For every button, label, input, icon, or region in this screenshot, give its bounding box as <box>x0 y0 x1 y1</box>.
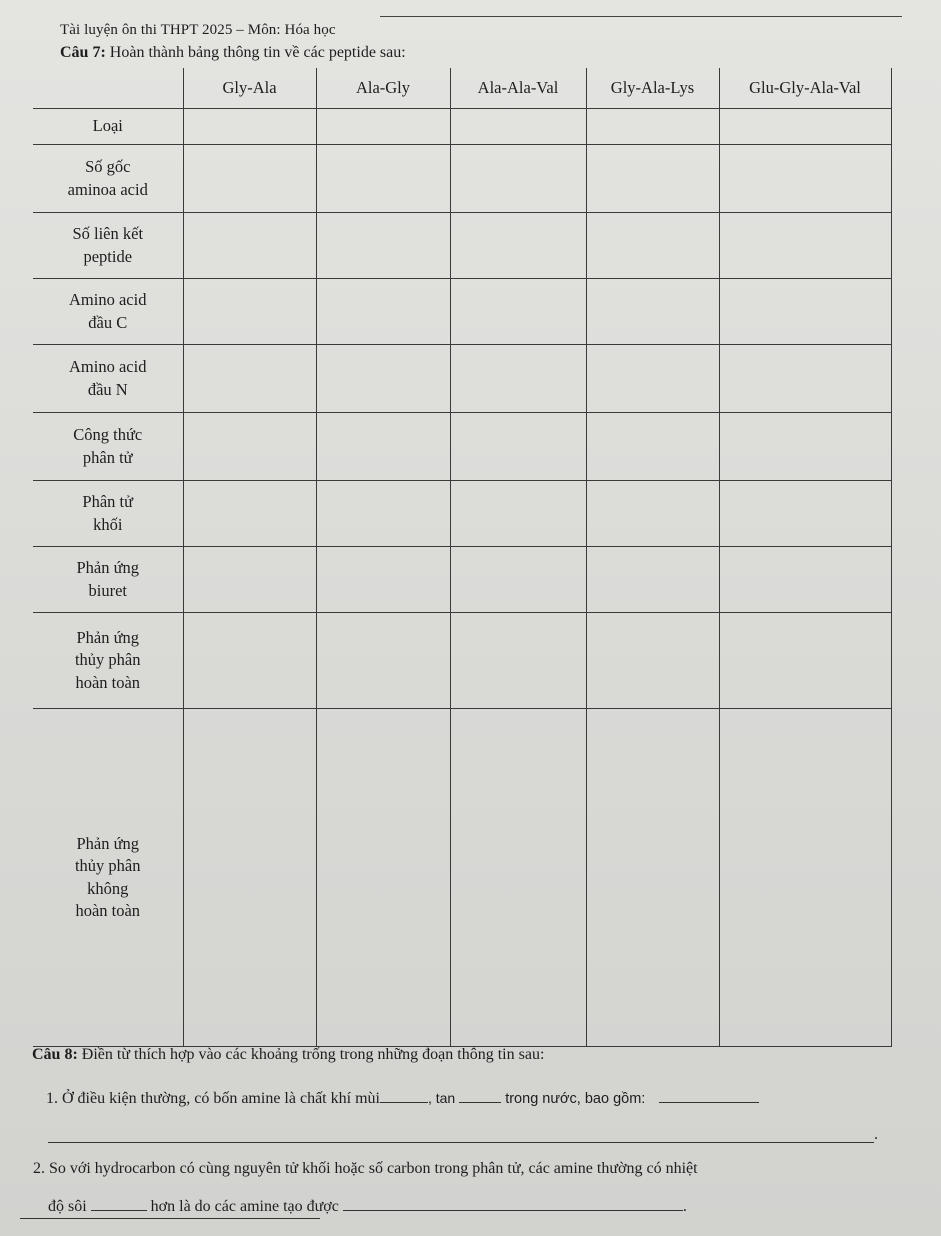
bottom-rule <box>20 1218 320 1219</box>
answer-cell[interactable] <box>719 145 891 213</box>
table-row <box>33 613 891 709</box>
answer-cell[interactable] <box>183 413 316 481</box>
fill-blank[interactable] <box>380 1088 428 1103</box>
answer-cell[interactable] <box>719 547 891 613</box>
answer-cell[interactable] <box>586 145 719 213</box>
answer-cell[interactable] <box>183 279 316 345</box>
fill-line[interactable] <box>48 1142 874 1143</box>
column-header: Gly-Ala-Lys <box>586 68 719 109</box>
answer-cell[interactable] <box>316 345 450 413</box>
row-label: Amino acid đầu C <box>33 279 183 345</box>
answer-cell[interactable] <box>719 279 891 345</box>
answer-cell[interactable] <box>316 109 450 145</box>
answer-cell[interactable] <box>316 279 450 345</box>
answer-cell[interactable] <box>183 709 316 1047</box>
answer-cell[interactable] <box>719 613 891 709</box>
answer-cell[interactable] <box>586 709 719 1047</box>
answer-cell[interactable] <box>450 109 586 145</box>
answer-cell[interactable] <box>586 213 719 279</box>
fill-blank[interactable] <box>659 1088 759 1103</box>
fill-blank[interactable] <box>343 1196 683 1211</box>
fill-item-2-line1: 2. So với hydrocarbon có cùng nguyên tử khối hoặc số carbon trong phân tử, các amine thường có nhiệt <box>33 1160 698 1177</box>
question-7 <box>60 44 406 62</box>
table-row <box>33 109 891 145</box>
table-row <box>33 145 891 213</box>
answer-cell[interactable] <box>586 613 719 709</box>
answer-cell[interactable] <box>316 481 450 547</box>
column-header: Glu-Gly-Ala-Val <box>719 68 891 109</box>
answer-cell[interactable] <box>183 345 316 413</box>
question-8-label: Câu 8: <box>32 1046 78 1063</box>
answer-cell[interactable] <box>316 547 450 613</box>
header-rule <box>380 16 902 17</box>
fill-blank[interactable] <box>459 1088 501 1103</box>
column-header: Ala-Ala-Val <box>450 68 586 109</box>
answer-cell[interactable] <box>450 279 586 345</box>
row-label: Phản ứng biuret <box>33 547 183 613</box>
row-label: Amino acid đầu N <box>33 345 183 413</box>
answer-cell[interactable] <box>586 279 719 345</box>
row-label: Phân tử khối <box>33 481 183 547</box>
table-corner-cell <box>33 68 183 109</box>
answer-cell[interactable] <box>719 109 891 145</box>
table-row <box>33 547 891 613</box>
answer-cell[interactable] <box>719 213 891 279</box>
table-row <box>33 213 891 279</box>
question-7-label: Câu 7: <box>60 44 106 61</box>
column-header: Gly-Ala <box>183 68 316 109</box>
answer-cell[interactable] <box>586 413 719 481</box>
answer-cell[interactable] <box>450 413 586 481</box>
answer-cell[interactable] <box>719 481 891 547</box>
table-row <box>33 345 891 413</box>
answer-cell[interactable] <box>719 345 891 413</box>
answer-cell[interactable] <box>183 547 316 613</box>
table-row <box>33 279 891 345</box>
answer-cell[interactable] <box>316 413 450 481</box>
fill-blank[interactable] <box>91 1196 147 1211</box>
row-label: Phản ứng thủy phân hoàn toàn <box>33 613 183 709</box>
answer-cell[interactable] <box>450 547 586 613</box>
column-header: Ala-Gly <box>316 68 450 109</box>
answer-cell[interactable] <box>450 613 586 709</box>
fill-item-2-line2: độ sôi hơn là do các amine tạo được . <box>48 1198 687 1215</box>
peptide-table <box>33 68 892 1047</box>
answer-cell[interactable] <box>183 109 316 145</box>
row-label: Số gốc aminoa acid <box>33 145 183 213</box>
fill-item-1: 1. Ở điều kiện thường, có bốn amine là chất khí mùi , tan trong nước, bao gồm: <box>46 1088 759 1108</box>
question-7-text: Hoàn thành bảng thông tin về các peptide sau: <box>109 44 406 61</box>
answer-cell[interactable] <box>183 213 316 279</box>
row-label: Loại <box>33 109 183 145</box>
table-row <box>33 709 891 1047</box>
answer-cell[interactable] <box>316 145 450 213</box>
answer-cell[interactable] <box>450 145 586 213</box>
question-8 <box>32 1046 544 1064</box>
answer-cell[interactable] <box>316 213 450 279</box>
answer-cell[interactable] <box>450 709 586 1047</box>
answer-cell[interactable] <box>450 213 586 279</box>
question-8-text: Điền từ thích hợp vào các khoảng trống trong những đoạn thông tin sau: <box>81 1046 545 1063</box>
answer-cell[interactable] <box>183 613 316 709</box>
answer-cell[interactable] <box>450 481 586 547</box>
answer-cell[interactable] <box>719 709 891 1047</box>
answer-cell[interactable] <box>586 547 719 613</box>
answer-cell[interactable] <box>586 481 719 547</box>
answer-cell[interactable] <box>450 345 586 413</box>
table-row <box>33 413 891 481</box>
sentence-end: . <box>874 1126 878 1143</box>
answer-cell[interactable] <box>183 481 316 547</box>
row-label: Số liên kết peptide <box>33 213 183 279</box>
answer-cell[interactable] <box>316 613 450 709</box>
answer-cell[interactable] <box>316 709 450 1047</box>
answer-cell[interactable] <box>719 413 891 481</box>
answer-cell[interactable] <box>586 345 719 413</box>
page-header: Tài luyện ôn thi THPT 2025 – Môn: Hóa học <box>60 22 336 38</box>
answer-cell[interactable] <box>586 109 719 145</box>
table-header-row <box>33 68 891 109</box>
table-row <box>33 481 891 547</box>
row-label: Công thức phân tử <box>33 413 183 481</box>
answer-cell[interactable] <box>183 145 316 213</box>
row-label: Phản ứng thủy phân không hoàn toàn <box>33 709 183 1047</box>
